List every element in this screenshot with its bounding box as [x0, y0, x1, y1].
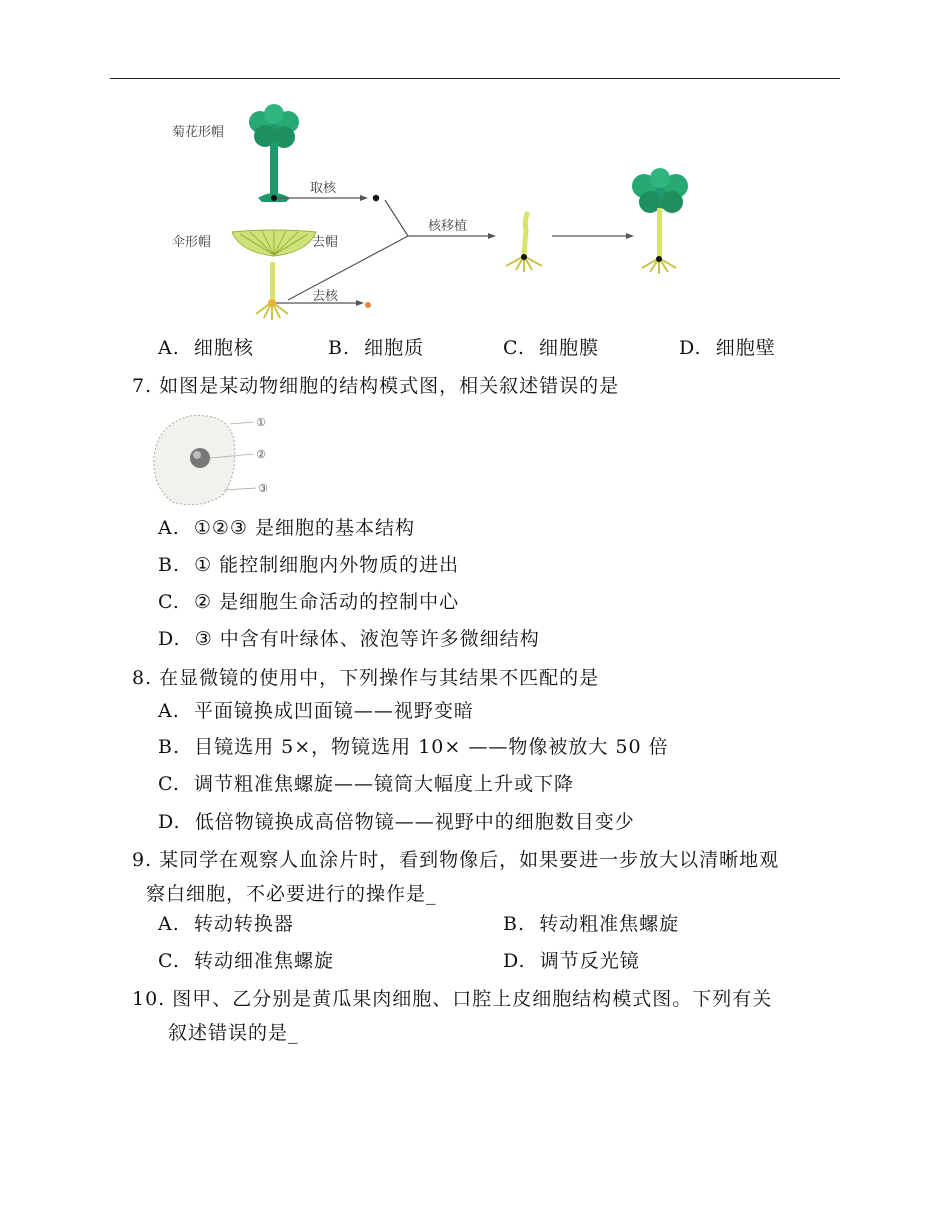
q9-stem-line1: 9. 某同学在观察人血涂片时，看到物像后，如果要进一步放大以清晰地观: [132, 849, 780, 871]
acetabularia-experiment-figure: [160, 100, 720, 325]
option-text: ① 能控制细胞内外物质的进出: [194, 554, 460, 576]
q10-stem-line2: 叙述错误的是_: [168, 1022, 299, 1044]
option-text: 转动粗准焦螺旋: [539, 913, 680, 935]
q8-stem: 8. 在显微镜的使用中，下列操作与其结果不匹配的是: [132, 667, 600, 689]
header-rule: [110, 78, 840, 79]
option-text: 细胞膜: [539, 337, 600, 359]
q8-option-a[interactable]: [158, 699, 474, 723]
option-letter: D.: [158, 628, 181, 650]
option-letter: C.: [158, 591, 180, 613]
option-letter: C.: [503, 337, 525, 359]
nucleus-dot: [373, 195, 379, 201]
cell-label-3: ③: [258, 482, 268, 495]
option-letter: C.: [158, 950, 180, 972]
label-chrysanthemum-cap: 菊花形帽: [172, 125, 225, 140]
option-letter: B.: [328, 337, 351, 359]
option-text: 转动转换器: [193, 913, 294, 935]
q9-stem-line2: 察白细胞，不必要进行的操作是_: [146, 883, 437, 905]
q7-option-d[interactable]: [158, 627, 540, 651]
q7-option-c[interactable]: [158, 590, 459, 614]
q9-option-a[interactable]: [158, 912, 294, 936]
option-letter: A.: [158, 517, 180, 539]
option-text: 细胞核: [193, 337, 254, 359]
cell-label-1: ①: [256, 416, 266, 429]
option-letter: A.: [158, 913, 180, 935]
option-letter: B.: [158, 736, 181, 758]
q6-option-b[interactable]: [328, 336, 424, 360]
option-text: 调节反光镜: [539, 950, 640, 972]
transplanted-stalk: [506, 212, 542, 272]
q7-option-a[interactable]: [158, 516, 415, 540]
option-text: ①②③ 是细胞的基本结构: [193, 517, 415, 539]
option-text: 平面镜换成凹面镜——视野变暗: [193, 700, 474, 722]
option-letter: B.: [503, 913, 526, 935]
chrysanthemum-cap-plant: [249, 104, 299, 202]
option-letter: D.: [679, 337, 702, 359]
label-nuclear-transfer: 核移植: [428, 219, 468, 234]
q9-option-d[interactable]: [503, 949, 640, 973]
option-text: 转动细准焦螺旋: [194, 950, 335, 972]
option-text: 低倍物镜换成高倍物镜——视野中的细胞数目变少: [194, 811, 635, 833]
option-text: 目镜选用 5×，物镜选用 10× ——物像被放大 50 倍: [194, 736, 669, 758]
q8-option-d[interactable]: [158, 810, 635, 834]
option-text: 调节粗准焦螺旋——镜筒大幅度上升或下降: [194, 773, 575, 795]
option-text: ② 是细胞生命活动的控制中心: [194, 591, 460, 613]
q7-stem: 7. 如图是某动物细胞的结构模式图，相关叙述错误的是: [132, 375, 620, 397]
option-letter: D.: [158, 811, 181, 833]
removed-nucleus-dot: [365, 302, 371, 308]
q10-stem-line1: 10. 图甲、乙分别是黄瓜果肉细胞、口腔上皮细胞结构模式图。下列有关: [132, 988, 773, 1010]
option-letter: A.: [158, 700, 180, 722]
q9-option-c[interactable]: [158, 949, 334, 973]
option-letter: A.: [158, 337, 180, 359]
option-letter: C.: [158, 773, 180, 795]
animal-cell-figure: [150, 410, 280, 510]
label-umbrella-cap: 伞形帽: [172, 235, 212, 250]
q9-option-b[interactable]: [503, 912, 679, 936]
label-remove-cap: 去帽: [312, 235, 339, 250]
regenerated-chrysanthemum-plant: [632, 168, 688, 274]
q8-option-c[interactable]: [158, 772, 574, 796]
q6-option-a[interactable]: [158, 336, 254, 360]
umbrella-cap-plant: [232, 230, 316, 320]
q8-option-b[interactable]: [158, 735, 669, 759]
q6-option-c[interactable]: [503, 336, 599, 360]
label-remove-nucleus: 去核: [312, 289, 339, 304]
option-letter: D.: [503, 950, 526, 972]
option-text: ③ 中含有叶绿体、液泡等许多微细结构: [194, 628, 540, 650]
option-letter: B.: [158, 554, 181, 576]
option-text: 细胞质: [364, 337, 425, 359]
q7-option-b[interactable]: [158, 553, 459, 577]
option-text: 细胞壁: [715, 337, 776, 359]
cell-label-2: ②: [256, 448, 266, 461]
q6-option-d[interactable]: [679, 336, 776, 360]
label-take-nucleus: 取核: [310, 181, 337, 196]
